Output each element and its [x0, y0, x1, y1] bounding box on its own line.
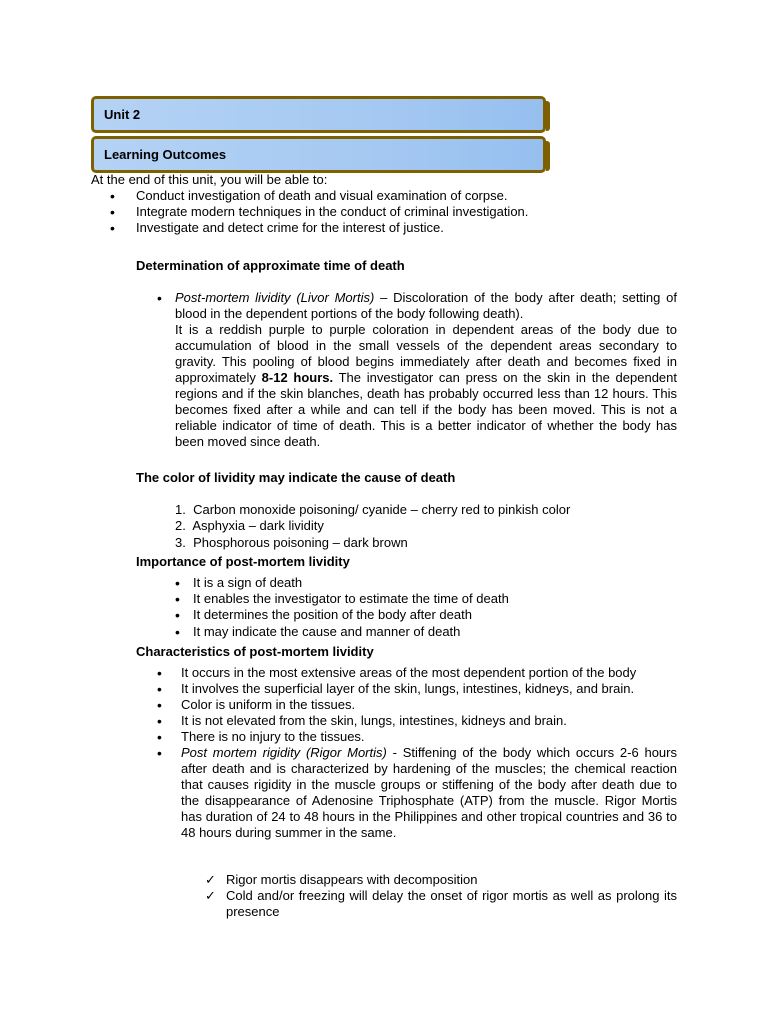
list-item: • It may indicate the cause and manner of death [175, 624, 460, 640]
rigor-definition: - Stiffening of the body which occurs 2-6 hours after death and is characterized by hardening of the muscles; the chemical reaction that causes rigidity in the muscle groups or stiffening of the body after death due to the disappearance of Adenosine Triphosphate (ATP) from the muscle. Rigor Mortis has duration of 24 to 48 hours in the Philippines and other tropical countries and 36 to 48 hours during summer in the same. [181, 745, 677, 840]
time-of-death-heading: Determination of approximate time of death [136, 258, 405, 273]
characteristics-heading: Characteristics of post-mortem lividity [136, 644, 374, 659]
intro-lead: At the end of this unit, you will be able to: [91, 172, 328, 187]
list-item: Rigor mortis disappears with decomposition [226, 872, 478, 887]
livor-term: Post-mortem lividity (Livor Mortis) [175, 290, 375, 305]
learning-outcomes-banner [91, 136, 546, 173]
unit-banner [91, 96, 546, 133]
list-item: • It involves the superficial layer of the skin, lungs, intestines, kidneys, and brain. [157, 681, 634, 697]
list-item: 1. Carbon monoxide poisoning/ cyanide – cherry red to pinkish color [175, 502, 571, 517]
livor-mortis-item [157, 290, 677, 322]
learning-outcomes-title: Learning Outcomes [104, 147, 227, 162]
rigor-term: Post mortem rigidity (Rigor Mortis) [181, 745, 387, 760]
list-item: Cold and/or freezing will delay the onset of rigor mortis as well as prolong its presence [226, 888, 677, 919]
list-item: • It is a sign of death [175, 575, 302, 591]
list-item: • Color is uniform in the tissues. [157, 697, 355, 713]
fixation-time: 8-12 hours. [261, 370, 334, 385]
livor-paragraph: It is a reddish purple to purple coloration in dependent areas of the body due to accumulation of blood in the small vessels of the dependent areas secondary to gravity. This pooling of blood begins immediately after death and becomes fixed in approximately 8-12 hours. The investigator can press on the skin in the dependent regions and if the skin blanches, death has probably occurred less than 12 hours. This becomes fixed after a while and can tell if the body has been moved. This is not a reliable indicator of time of death. This is a better indicator of whether the body has been moved since death. [175, 322, 677, 449]
unit-title: Unit 2 [104, 107, 141, 122]
list-item: • Investigate and detect crime for the interest of justice. [110, 220, 444, 236]
checkmark-icon: ✓ [205, 872, 216, 887]
livor-definition: – Discoloration of the body after death; setting of blood in the dependent portions of the body following death). [175, 290, 677, 321]
importance-heading: Importance of post-mortem lividity [136, 554, 350, 569]
list-item: 3. Phosphorous poisoning – dark brown [175, 535, 408, 550]
list-item: • It occurs in the most extensive areas of the most dependent portion of the body [157, 665, 636, 681]
list-item: • It is not elevated from the skin, lungs, intestines, kidneys and brain. [157, 713, 567, 729]
list-item: 2. Asphyxia – dark lividity [175, 518, 324, 533]
list-item: • It enables the investigator to estimate the time of death [175, 591, 509, 607]
checkmark-icon: ✓ [205, 888, 216, 903]
list-item: • It determines the position of the body after death [175, 607, 472, 623]
rigor-mortis-item [157, 745, 677, 841]
list-item: • There is no injury to the tissues. [157, 729, 365, 745]
list-item: • Conduct investigation of death and visual examination of corpse. [110, 188, 507, 204]
color-heading: The color of lividity may indicate the cause of death [136, 470, 456, 485]
list-item: • Integrate modern techniques in the conduct of criminal investigation. [110, 204, 528, 220]
